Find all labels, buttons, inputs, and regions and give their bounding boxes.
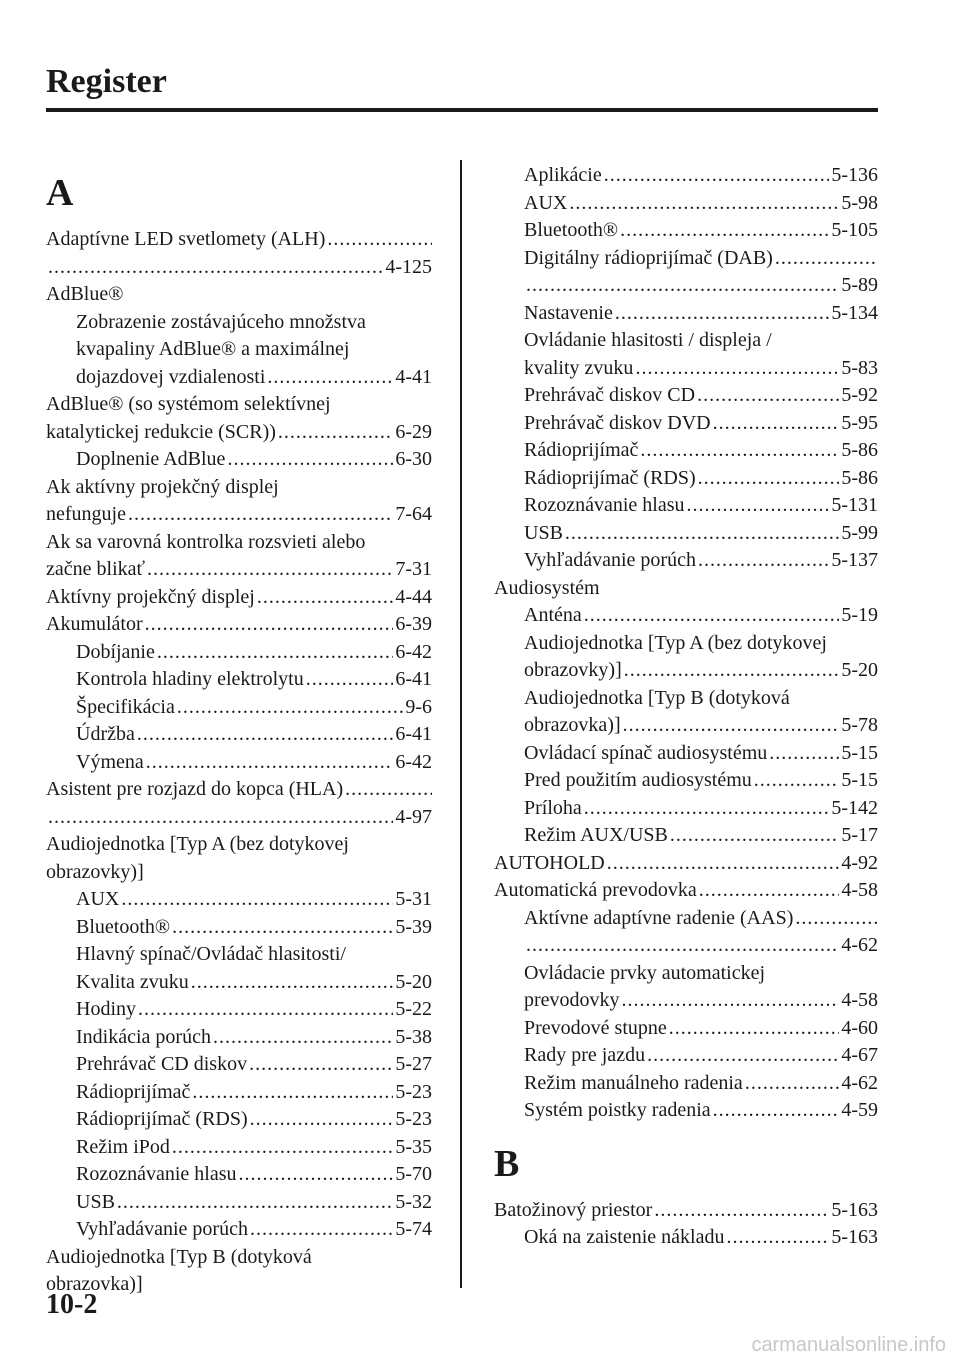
dot-leader [698,547,829,575]
entry-label: Automatická prevodovka [494,879,697,901]
dot-leader [146,749,394,777]
page-reference: 5-32 [395,1190,432,1213]
page-reference: 5-137 [831,549,878,571]
entry-label: Akumulátor [46,613,143,635]
page-reference: 4-62 [841,1071,878,1094]
column-divider [460,160,462,1288]
page-reference: 5-15 [841,741,878,764]
dot-leader [177,694,403,722]
page-reference: 6-29 [395,420,432,443]
entry-label: Aktívne adaptívne radenie (AAS) [524,906,794,929]
index-entry [494,740,878,768]
index-text-line: Hlavný spínač/Ovládač hlasitosti/ [76,943,346,965]
page-reference: 4-41 [395,365,432,388]
index-entry [494,1224,878,1252]
dot-leader [745,1070,840,1098]
entry-label: Režim AUX/USB [524,824,668,846]
dot-leader [620,217,829,245]
page-reference: 5-142 [831,796,878,819]
dot-leader [635,355,839,383]
dot-leader [192,1079,393,1107]
entry-label: Výmena [76,750,144,773]
index-entry [46,1079,432,1107]
dot-leader [267,364,393,392]
index-text-line: AdBlue® (so systémom selektívnej [46,393,331,415]
entry-label: Bluetooth® [524,219,619,241]
entry-label: Prehrávač CD diskov [76,1053,248,1075]
entry-label: Údržba [76,723,135,745]
page-reference: 4-62 [841,934,878,956]
dot-leader [569,190,839,218]
index-entry [494,355,878,383]
index-entry [46,611,432,639]
entry-label: AUX [524,191,568,214]
index-entry [494,850,878,878]
page-reference: 5-78 [841,714,878,736]
entry-label: Indikácia porúch [76,1025,211,1048]
page-reference: 5-27 [395,1053,432,1075]
dot-leader [145,611,394,639]
entry-label: Dobíjanie [76,640,155,663]
dot-leader [699,877,840,905]
dot-leader [795,905,878,933]
index-entry [494,822,878,850]
page-reference: 5-136 [831,164,878,186]
page-reference: 5-105 [831,219,878,241]
page-reference: 5-163 [831,1226,878,1248]
entry-label: Vyhľadávanie porúch [524,549,696,571]
index-text-line: Audiojednotka [Typ B (dotyková [46,1245,312,1268]
page-reference: 5-99 [841,521,878,544]
index-entry [46,914,432,942]
entry-label: Pred použitím audiosystému [524,769,752,791]
index-entry [46,666,432,694]
entry-label: kvality zvuku [524,356,634,379]
page-reference: 4-125 [385,255,432,278]
entry-label: Príloha [524,796,582,819]
entry-label: Kvalita zvuku [76,970,189,993]
entry-label: Rady pre jazdu [524,1044,646,1066]
page-reference: 6-42 [395,750,432,773]
index-entry [46,446,432,474]
page-reference: 5-22 [395,998,432,1020]
index-entry [494,1097,878,1125]
index-entry [46,721,432,749]
entry-label: dojazdovej vzdialenosti [76,365,266,388]
entry-label: Systém poistky radenia [524,1099,711,1121]
page-reference: 4-97 [395,805,432,828]
entry-label: Rozoznávanie hlasu [524,494,685,516]
entry-label: Batožinový priestor [494,1198,653,1221]
index-entry [494,905,878,933]
dot-leader [227,446,393,474]
dot-leader [157,639,393,667]
dot-leader [687,492,830,520]
index-text-line: Ovládacie prvky automatickej [524,961,766,984]
dot-leader [239,1161,394,1189]
entry-label: Rádioprijímač [524,439,639,461]
dot-leader [624,657,840,685]
dot-leader [584,602,840,630]
page-reference: 6-41 [395,723,432,745]
index-entry [46,226,432,254]
dot-leader [213,1024,393,1052]
dot-leader [726,1224,829,1252]
dot-leader [306,666,394,694]
dot-leader [121,886,393,914]
dot-leader [615,300,829,328]
index-text-line: kvapaliny AdBlue® a maximálnej [76,338,350,360]
dot-leader [697,382,839,410]
page-reference: 5-163 [831,1198,878,1221]
dot-leader [769,740,839,768]
page-reference: 4-58 [841,879,878,901]
index-entry [494,300,878,328]
index-entry [46,749,432,777]
page-reference: 6-41 [395,668,432,690]
dot-leader [623,712,840,740]
dot-leader [117,1189,393,1217]
page-number: 10-2 [46,1289,98,1320]
index-entry [46,1161,432,1189]
dot-leader [249,1051,393,1079]
entry-label: Prevodové stupne [524,1016,667,1039]
section-letter: A [46,172,74,214]
index-entry [46,1134,432,1162]
page-reference: 5-23 [395,1080,432,1103]
index-text-line: Audiojednotka [Typ A (bez dotykovej [46,833,349,855]
index-entry [46,639,432,667]
index-entry [494,602,878,630]
page-reference: 5-15 [841,769,878,791]
page-reference: 5-38 [395,1025,432,1048]
page-reference: 7-64 [395,503,432,525]
index-entry [494,547,878,575]
page-reference: 4-67 [841,1044,878,1066]
page-reference: 5-134 [831,301,878,324]
dot-leader [172,1134,393,1162]
index-entry [494,1042,878,1070]
index-column-left [46,162,432,1299]
index-text-line: Zobrazenie zostávajúceho množstva [76,310,366,333]
entry-label: Asistent pre rozjazd do kopca (HLA) [46,778,344,800]
entry-label: Doplnenie AdBlue [76,448,226,470]
entry-label: obrazovky)] [524,659,622,681]
entry-label: Kontrola hladiny elektrolytu [76,668,304,690]
entry-label: Digitálny rádioprijímač (DAB) [524,246,773,269]
dot-leader [137,721,393,749]
dot-leader [172,914,393,942]
index-text-line: obrazovka)] [46,1273,143,1295]
index-entry [494,437,878,465]
entry-label: Aktívny projekčný displej [46,585,255,608]
dot-leader [754,767,840,795]
entry-label: Rádioprijímač [76,1080,191,1103]
page-reference: 5-23 [395,1108,432,1130]
index-text-line: Ak sa varovná kontrolka rozsvieti alebo [46,530,366,553]
index-entry [46,776,432,804]
index-entry [494,410,878,438]
entry-label: USB [524,521,563,544]
entry-label: Špecifikácia [76,695,175,718]
entry-label: Oká na zaistenie nákladu [524,1226,725,1248]
section-letter: B [494,1142,520,1185]
index-column-right [494,162,878,1252]
dot-leader [250,1106,394,1134]
index-entry [494,382,878,410]
dot-leader [670,822,839,850]
entry-label: Vyhľadávanie porúch [76,1218,248,1240]
dot-leader [128,501,393,529]
index-entry [494,190,878,218]
page-reference: 5-86 [841,466,878,489]
index-entry [494,1070,878,1098]
dot-leader [584,795,830,823]
entry-label: Prehrávač diskov DVD [524,411,711,434]
index-entry [46,501,432,529]
entry-label: Aplikácie [524,164,602,186]
index-entry [494,1197,878,1225]
index-entry [494,767,878,795]
index-entry [46,1051,432,1079]
index-entry [46,364,432,392]
page-reference: 6-42 [395,640,432,663]
entry-label: USB [76,1190,115,1213]
index-entry [46,556,432,584]
entry-label: Nastavenie [524,301,613,324]
dot-leader [250,1216,393,1244]
entry-label: Rádioprijímač (RDS) [524,466,696,489]
dot-leader [257,584,393,612]
entry-label: nefunguje [46,503,126,525]
index-text-line: Ovládanie hlasitosti / displeja / [524,329,772,351]
dot-leader [622,987,840,1015]
index-entry [46,1024,432,1052]
index-entry [494,162,878,190]
page-reference: 4-58 [841,989,878,1011]
title-rule [46,108,878,112]
index-entry [46,969,432,997]
index-entry [494,932,878,960]
entry-label: Prehrávač diskov CD [524,384,696,406]
index-entry [46,804,432,832]
dot-leader [604,162,830,190]
dot-leader [278,419,393,447]
index-text-line: Audiojednotka [Typ A (bez dotykovej [524,631,827,654]
dot-leader [526,272,839,300]
dot-leader [713,1097,840,1125]
index-text-line: AdBlue® [46,283,124,305]
page-reference: 5-83 [841,356,878,379]
page-reference: 6-39 [395,613,432,635]
dot-leader [138,996,393,1024]
dot-leader [713,410,840,438]
index-entry [46,886,432,914]
index-entry [494,877,878,905]
entry-label: Ovládací spínač audiosystému [524,741,768,764]
entry-label: začne blikať [46,558,146,580]
page-reference: 6-30 [395,448,432,470]
page-reference: 5-89 [841,274,878,296]
page-reference: 5-17 [841,824,878,846]
index-entry [46,1189,432,1217]
page-title: Register [46,63,167,100]
index-entry [494,245,878,273]
page-reference: 4-92 [841,851,878,874]
entry-label: Bluetooth® [76,915,171,938]
entry-label: katalytickej redukcie (SCR)) [46,420,276,443]
dot-leader [565,520,839,548]
index-entry [494,1015,878,1043]
page-reference: 5-86 [841,439,878,461]
page-reference: 5-74 [395,1218,432,1240]
page-reference: 9-6 [405,695,432,718]
dot-leader [191,969,394,997]
index-entry [46,1106,432,1134]
dot-leader [640,437,839,465]
index-text-line: Audiojednotka [Typ B (dotyková [524,686,790,709]
page-reference: 4-44 [395,585,432,608]
entry-label: obrazovka)] [524,714,621,736]
entry-label: Anténa [524,604,582,626]
index-entry [494,492,878,520]
dot-leader [775,245,878,273]
index-entry [494,217,878,245]
index-entry [46,584,432,612]
page-reference: 7-31 [395,558,432,580]
page-reference: 5-19 [841,604,878,626]
dot-leader [669,1015,840,1043]
entry-label: AUTOHOLD [494,851,605,874]
dot-leader [147,556,393,584]
entry-label: Hodiny [76,998,136,1020]
index-text-line: Audiosystém [494,576,600,599]
index-entry [494,272,878,300]
index-entry [46,694,432,722]
dot-leader [526,932,839,960]
dot-leader [327,226,432,254]
dot-leader [647,1042,839,1070]
index-entry [494,987,878,1015]
page-reference: 4-59 [841,1099,878,1121]
index-entry [46,1216,432,1244]
dot-leader [654,1197,829,1225]
dot-leader [607,850,840,878]
entry-label: Rozoznávanie hlasu [76,1163,237,1185]
page-reference: 5-131 [831,494,878,516]
index-entry [494,465,878,493]
index-entry [494,657,878,685]
index-entry [46,419,432,447]
watermark: carmanualsonline.info [751,1334,946,1356]
entry-label: AUX [76,888,120,910]
entry-label: Režim iPod [76,1135,170,1158]
index-entry [46,996,432,1024]
dot-leader [698,465,840,493]
page-reference: 5-20 [395,970,432,993]
page-reference: 5-35 [395,1135,432,1158]
index-text-line: Ak aktívny projekčný displej [46,475,279,498]
page-reference: 5-70 [395,1163,432,1185]
index-entry [46,254,432,282]
page-reference: 5-92 [841,384,878,406]
entry-label: Režim manuálneho radenia [524,1071,743,1094]
entry-label: Adaptívne LED svetlomety (ALH) [46,228,326,250]
page-reference: 5-31 [395,888,432,910]
page-reference: 5-20 [841,659,878,681]
page-reference: 5-39 [395,915,432,938]
entry-label: Rádioprijímač (RDS) [76,1108,248,1130]
index-entry [494,712,878,740]
dot-leader [345,776,432,804]
index-entry [494,520,878,548]
index-entry [494,795,878,823]
entry-label: prevodovky [524,989,620,1011]
index-text-line: obrazovky)] [46,860,144,883]
page-reference: 4-60 [841,1016,878,1039]
page-reference: 5-95 [841,411,878,434]
page-reference: 5-98 [841,191,878,214]
dot-leader [48,804,393,832]
dot-leader [48,254,383,282]
